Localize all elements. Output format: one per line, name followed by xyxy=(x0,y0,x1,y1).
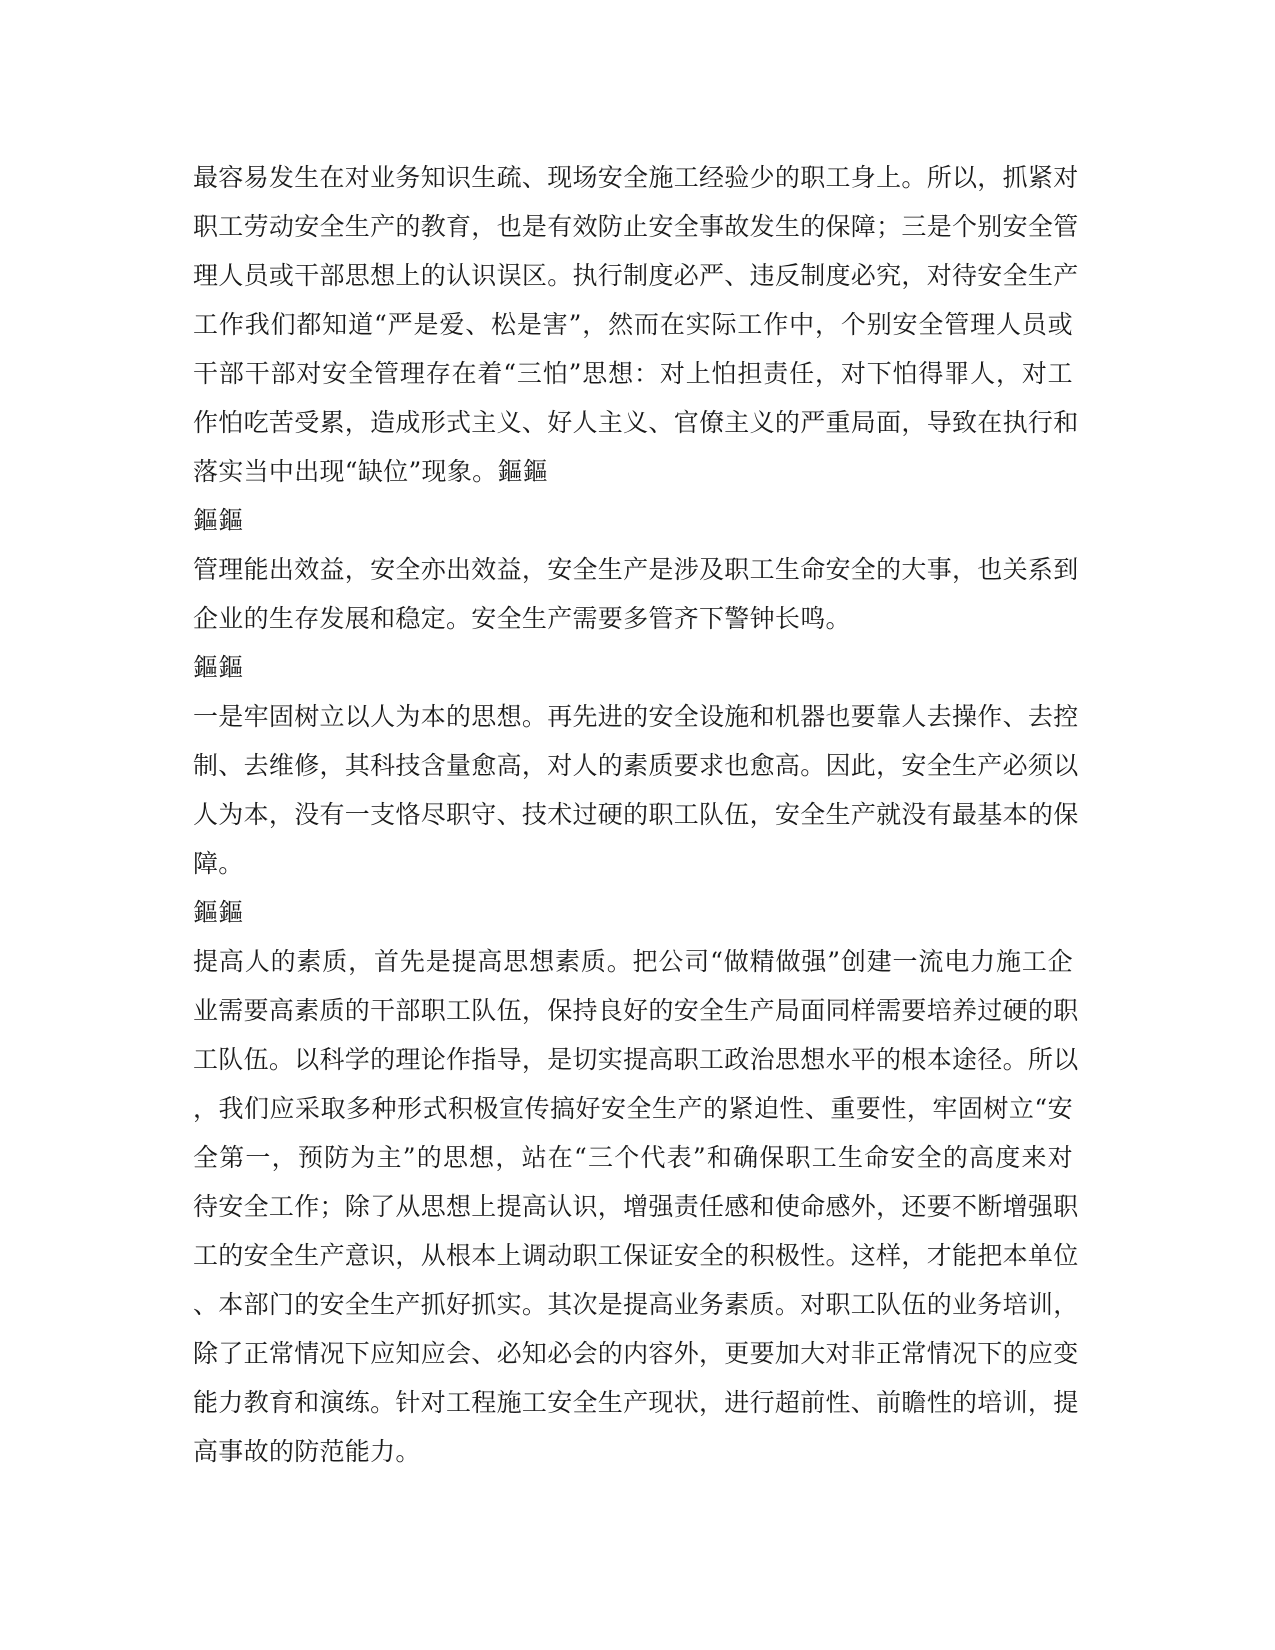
text-line: 制、去维修，其科技含量愈高，对人的素质要求也愈高。因此，安全生产必须以 xyxy=(193,751,1079,780)
text-line: 全第一，预防为主”的思想，站在“三个代表”和确保职工生命安全的高度来对 xyxy=(193,1143,1073,1172)
text-line: 管理能出效益，安全亦出效益，安全生产是涉及职工生命安全的大事，也关系到 xyxy=(193,555,1079,584)
text-line: 工队伍。以科学的理论作指导，是切实提高职工政治思想水平的根本途径。所以 xyxy=(193,1045,1079,1074)
text-line: 干部干部对安全管理存在着“三怕”思想：对上怕担责任，对下怕得罪人，对工 xyxy=(193,359,1073,388)
text-line: 工作我们都知道“严是爱、松是害”，然而在实际工作中，个别安全管理人员或 xyxy=(193,310,1073,339)
text-line: 落实当中出现“缺位”现象。鏂鏂 xyxy=(193,457,549,486)
text-line: 提高人的素质，首先是提高思想素质。把公司“做精做强”创建一流电力施工企 xyxy=(193,947,1073,976)
text-line: 、本部门的安全生产抓好抓实。其次是提高业务素质。对职工队伍的业务培训， xyxy=(193,1290,1079,1319)
text-line: ，我们应采取多种形式积极宣传搞好安全生产的紧迫性、重要性，牢固树立“安 xyxy=(193,1094,1073,1123)
text-line: 除了正常情况下应知应会、必知必会的内容外，更要加大对非正常情况下的应变 xyxy=(193,1339,1079,1368)
document-body xyxy=(193,153,1079,1476)
text-line: 障。 xyxy=(193,849,244,878)
text-line: 工的安全生产意识，从根本上调动职工保证安全的积极性。这样，才能把本单位 xyxy=(193,1241,1079,1270)
text-line: 鏂鏂 xyxy=(193,506,244,535)
text-line: 能力教育和演练。针对工程施工安全生产现状，进行超前性、前瞻性的培训，提 xyxy=(193,1388,1079,1417)
text-line: 人为本，没有一支恪尽职守、技术过硬的职工队伍，安全生产就没有最基本的保 xyxy=(193,800,1079,829)
text-line: 待安全工作；除了从思想上提高认识，增强责任感和使命感外，还要不断增强职 xyxy=(193,1192,1079,1221)
text-line: 最容易发生在对业务知识生疏、现场安全施工经验少的职工身上。所以，抓紧对 xyxy=(193,163,1079,192)
text-line: 业需要高素质的干部职工队伍，保持良好的安全生产局面同样需要培养过硬的职 xyxy=(193,996,1079,1025)
text-line: 理人员或干部思想上的认识误区。执行制度必严、违反制度必究，对待安全生产 xyxy=(193,261,1079,290)
text-line: 一是牢固树立以人为本的思想。再先进的安全设施和机器也要靠人去操作、去控 xyxy=(193,702,1079,731)
text-line: 作怕吃苦受累，造成形式主义、好人主义、官僚主义的严重局面，导致在执行和 xyxy=(193,408,1079,437)
text-line: 鏂鏂 xyxy=(193,653,244,682)
text-line: 企业的生存发展和稳定。安全生产需要多管齐下警钟长鸣。 xyxy=(193,604,851,633)
text-line: 高事故的防范能力。 xyxy=(193,1437,421,1466)
text-line: 鏂鏂 xyxy=(193,898,244,927)
text-line: 职工劳动安全生产的教育，也是有效防止安全事故发生的保障；三是个别安全管 xyxy=(193,212,1079,241)
